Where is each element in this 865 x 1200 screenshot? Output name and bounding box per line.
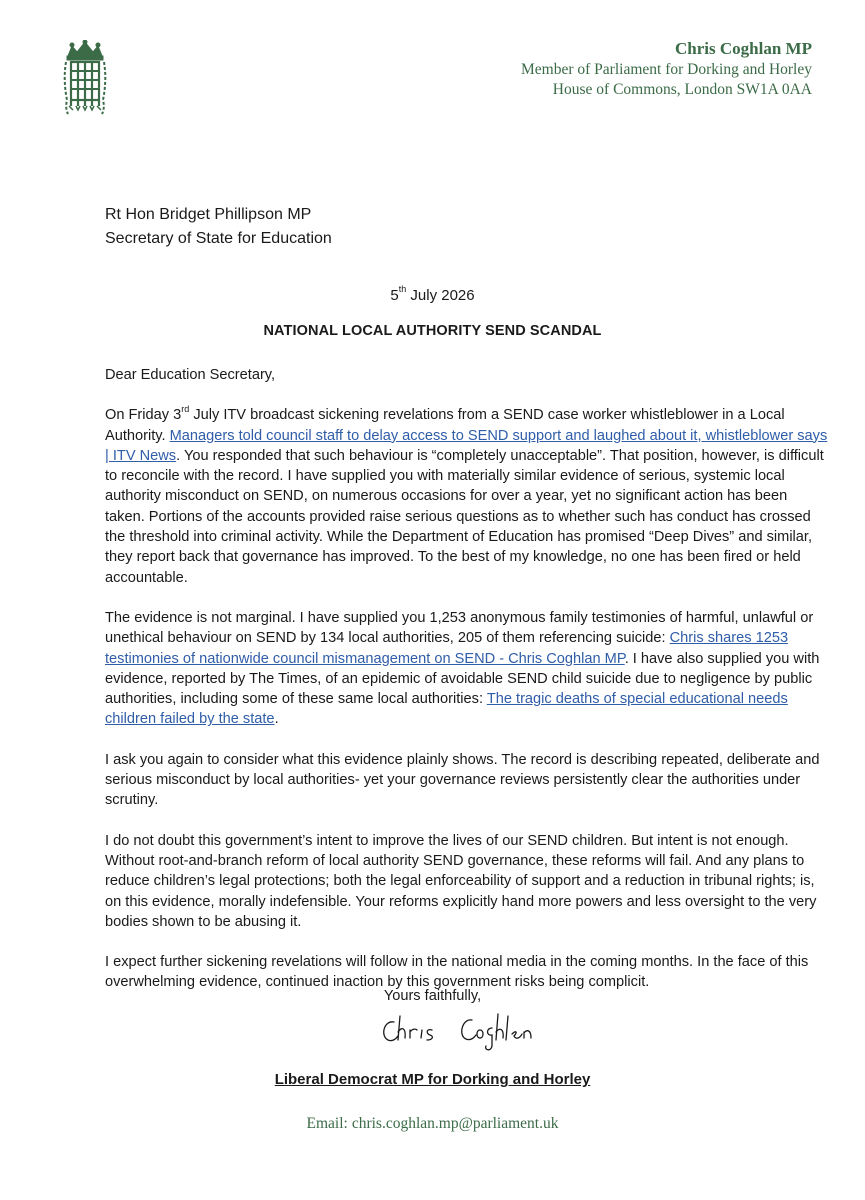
date-day: 5 <box>390 287 399 304</box>
email-line <box>0 1115 865 1133</box>
portcullis-crest-icon <box>62 40 108 118</box>
paragraph-5: I expect further sickening revelations will follow in the national media in the coming months. In the face of this overwhelming evidence, continued inaction by this government risks being complicit. <box>105 954 809 991</box>
para2-text-b: . I have also supplied you with evidence, reported by The Times, of an epidemic of avoidable SEND child suicide due to negligence by public authorities, including some of these same local authorities: <box>105 650 820 708</box>
paragraph-2 <box>105 608 830 730</box>
recipient-block <box>105 203 332 251</box>
testimonies-link[interactable]: Chris shares 1253 testimonies of nationwide council mismanagement on SEND - Chris Coghlan MP <box>105 630 789 667</box>
email-address[interactable]: chris.coghlan.mp@parliament.uk <box>351 1115 559 1132</box>
recipient-name: Rt Hon Bridget Phillipson MP <box>105 206 312 223</box>
para1-text-b: July ITV broadcast sickening revelations from a SEND case worker whistleblower in a Local Authority. <box>105 407 785 444</box>
signature-image <box>376 1006 536 1054</box>
paragraph-3: I ask you again to consider what this evidence plainly shows. The record is describing repeated, deliberate and serious misconduct by local authorities- yet your governance reviews persistently clear the authorities under scrutiny. <box>105 751 820 809</box>
recipient-title: Secretary of State for Education <box>105 230 332 247</box>
date-suffix: th <box>398 284 407 294</box>
date-rest: July 2026 <box>406 287 475 304</box>
subject-heading: NATIONAL LOCAL AUTHORITY SEND SCANDAL <box>263 323 602 339</box>
paragraph-4: I do not doubt this government’s intent to improve the lives of our SEND children. But intent is not enough. Without root-and-branch reform of local authority SEND governance, these reforms will fail. And any plans to reduce children’s legal protections; both the legal enforceability of support and a reduction in tribunal rights; is, on this evidence, morally indefensible. Your reforms explicitly hand more powers and less oversight to the very bodies shown to be abusing it. <box>105 832 817 930</box>
itv-news-link[interactable]: Managers told council staff to delay access to SEND support and laughed about it, whistleblower says | ITV News <box>105 427 828 464</box>
letterhead <box>521 38 812 100</box>
para1-text-c: . You responded that such behaviour is “completely unacceptable”. That position, however, is difficult to reconcile with the record. I have supplied you with materially similar evidence of serious, systemic local authority misconduct on SEND, on numerous occasions for over a year, yet no significant action has been taken. Portions of the accounts provided raise serious questions as to whether such has conduct has crossed the threshold into criminal activity. While the Department of Education has promised “Deep Dives” and similar, they report back that governance has improved. To the best of my knowledge, no one has been fired or held accountable. <box>105 447 824 586</box>
para2-text-a: The evidence is not marginal. I have supplied you 1,253 anonymous family testimonies of harmful, unlawful or unethical behaviour on SEND by 134 local authorities, 205 of them referencing suicide: <box>105 609 814 647</box>
signoff: Yours faithfully, <box>383 988 482 1004</box>
salutation: Dear Education Secretary, <box>105 367 276 383</box>
party-line: Liberal Democrat MP for Dorking and Horley <box>274 1071 591 1088</box>
paragraph-1 <box>105 405 830 588</box>
para1-sup: rd <box>181 404 190 415</box>
letter-body <box>105 365 830 1013</box>
letter-date <box>0 286 865 306</box>
para2-text-c: . <box>274 711 279 728</box>
email-label: Email: <box>306 1115 348 1132</box>
mp-name: Chris Coghlan MP <box>675 39 812 58</box>
para1-text-a: On Friday 3 <box>105 407 182 424</box>
constituency-line: Member of Parliament for Dorking and Horley <box>521 61 812 78</box>
address-line: House of Commons, London SW1A 0AA <box>552 81 812 98</box>
times-article-link[interactable]: The tragic deaths of special educational needs children failed by the state <box>105 691 788 728</box>
